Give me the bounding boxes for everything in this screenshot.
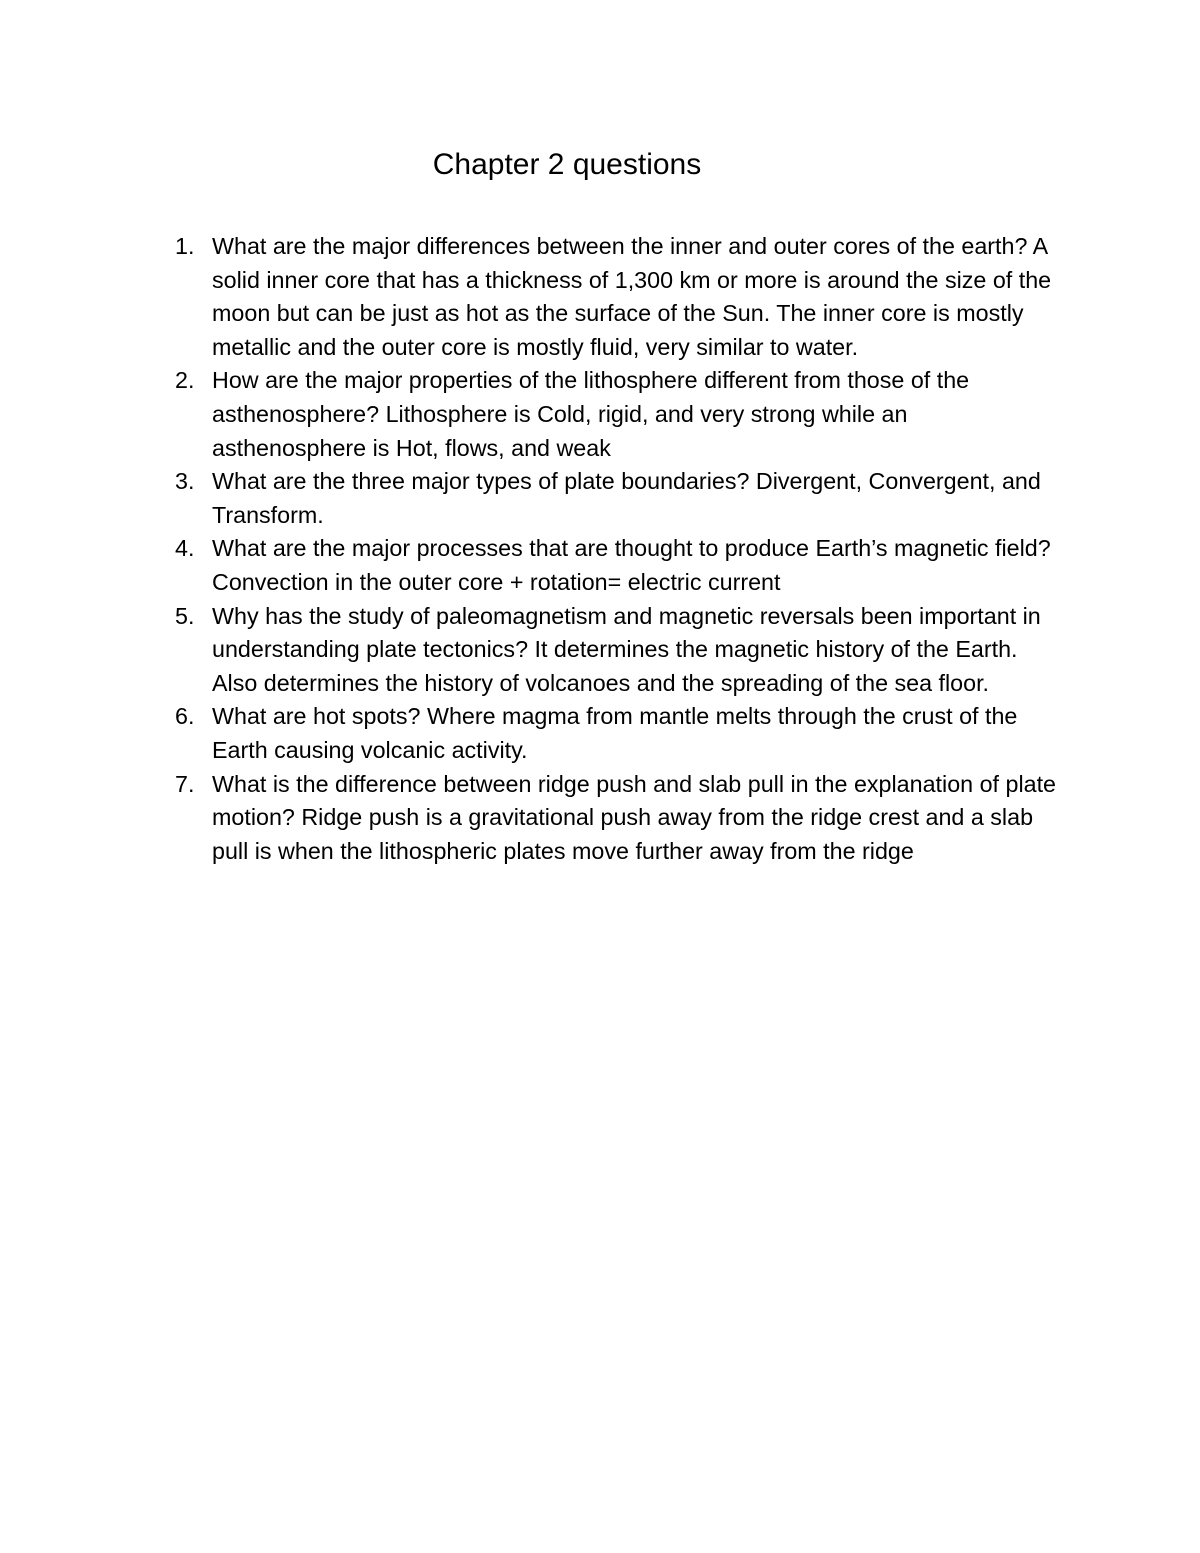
list-item xyxy=(172,700,1062,767)
page-title: Chapter 2 questions xyxy=(432,148,702,181)
item-text: What are the major processes that are thought to produce Earth’s magnetic field? Convection in the outer core + rotation= electric current xyxy=(212,535,1051,595)
list-item xyxy=(172,230,1062,364)
item-text: Why has the study of paleomagnetism and magnetic reversals been important in understanding plate tectonics? It determines the magnetic history of the Earth. Also determines the history of volcanoes and the spreading of the sea floor. xyxy=(212,602,1041,696)
item-number: 5. xyxy=(175,602,195,629)
item-number: 4. xyxy=(175,535,195,562)
list-item xyxy=(172,532,1062,599)
item-text: What are the three major types of plate boundaries? Divergent, Convergent, and Transform. xyxy=(212,468,1041,528)
list-item xyxy=(172,465,1062,532)
item-text: What is the difference between ridge push and slab pull in the explanation of plate motion? Ridge push is a gravitational push away from the ridge crest and a slab pull is when the lithospheric plates move further away from the ridge xyxy=(212,770,1057,864)
item-text: What are the major differences between the inner and outer cores of the earth? A solid inner core that has a thickness of 1,300 km or more is around the size of the moon but can be just as hot as the surface of the Sun. The inner core is mostly metallic and the outer core is mostly fluid, very similar to water. xyxy=(212,233,1052,360)
item-text: How are the major properties of the lithosphere different from those of the asthenosphere? Lithosphere is Cold, rigid, and very strong while an asthenosphere is Hot, flows, and weak xyxy=(212,367,970,461)
item-number: 1. xyxy=(175,233,195,259)
item-number: 6. xyxy=(175,703,195,730)
item-number: 2. xyxy=(175,367,195,394)
item-number: 7. xyxy=(175,770,195,797)
item-text: What are hot spots? Where magma from mantle melts through the crust of the Earth causing volcanic activity. xyxy=(212,703,1018,763)
list-item xyxy=(172,364,1062,465)
list-item xyxy=(172,768,1062,869)
list-item xyxy=(172,600,1062,701)
item-number: 3. xyxy=(175,468,195,495)
question-list xyxy=(172,230,1062,868)
